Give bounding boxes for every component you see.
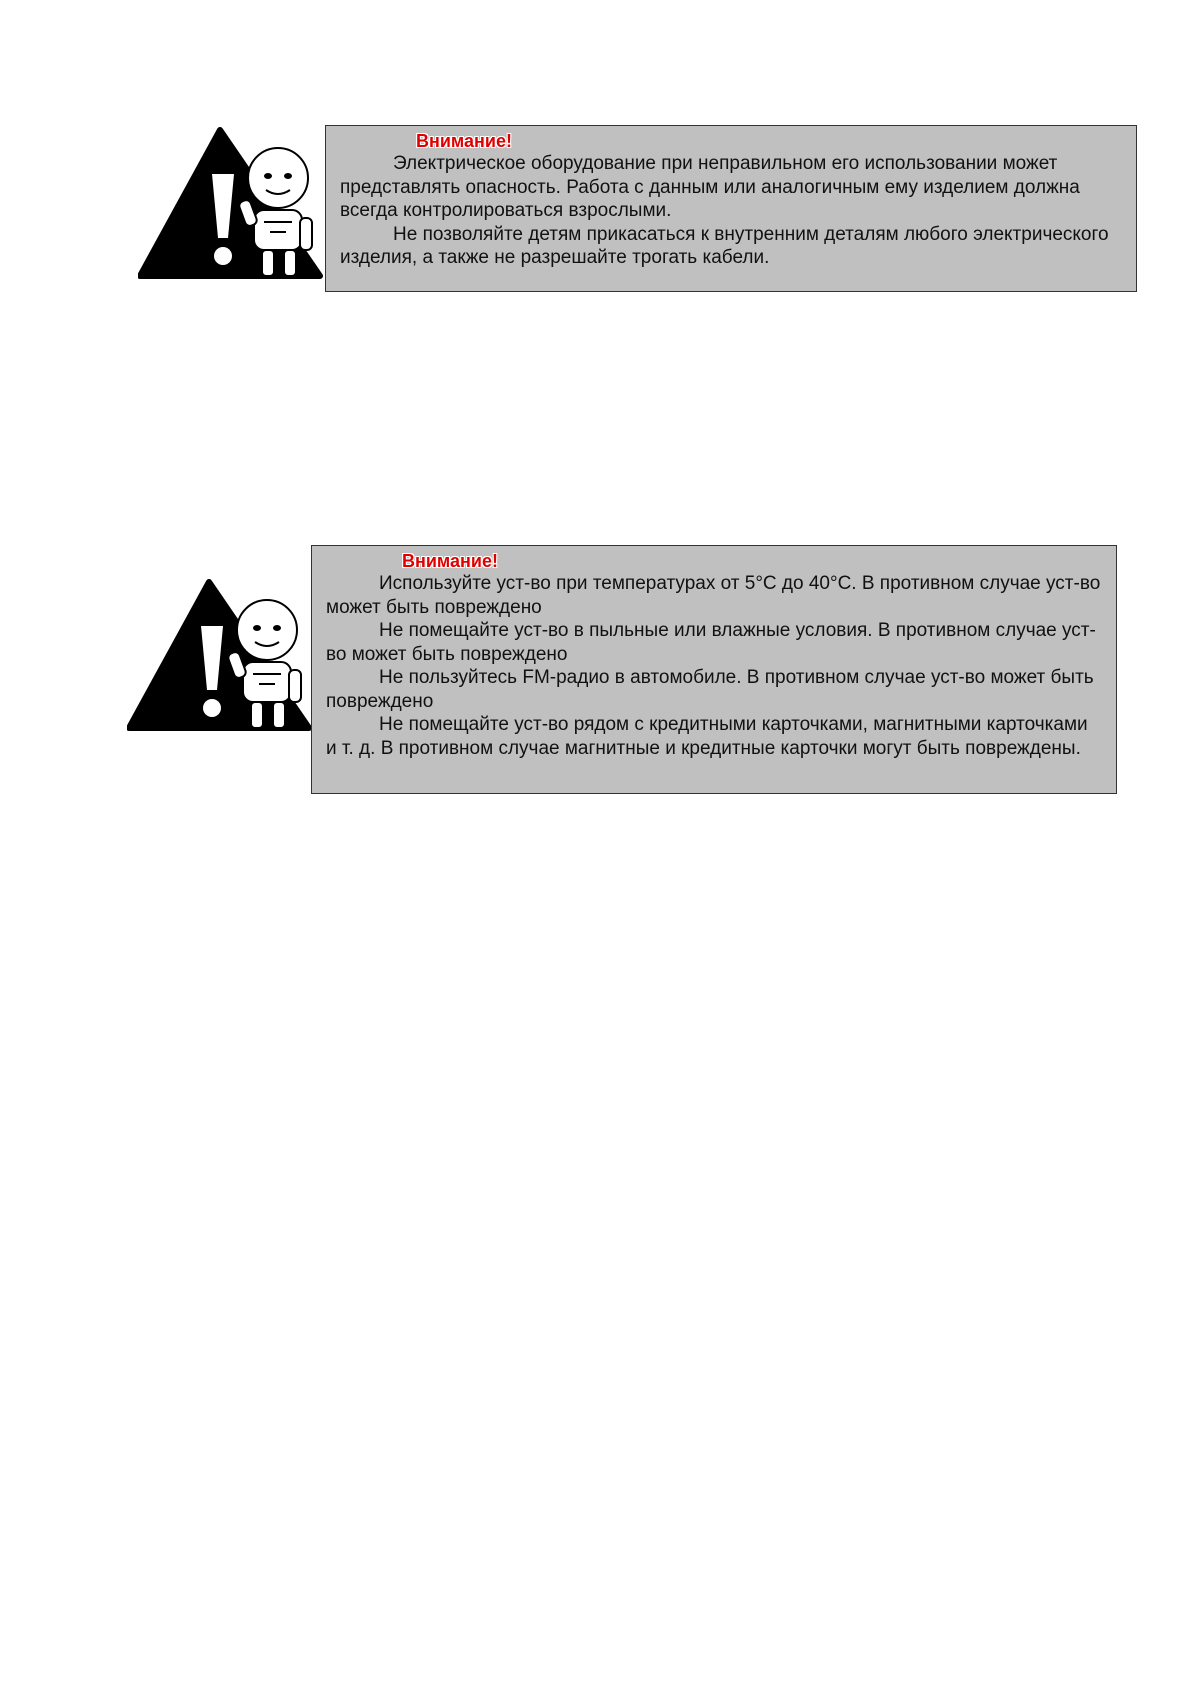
warning-triangle-robot-icon [127, 578, 313, 739]
warning-title: Внимание! [416, 131, 512, 151]
warning-triangle-robot-icon [138, 126, 324, 287]
warning-paragraph: Электрическое оборудование при неправильном его использовании может представлять опасность. Работа с данным или аналогичным ему изделием должна всегда контролироваться взрослыми. [340, 153, 1080, 221]
warning-title: Внимание! [402, 551, 498, 571]
warning-box-usage [311, 545, 1117, 794]
warning-paragraph: Не помещайте уст-во рядом с кредитными карточками, магнитными карточками и т. д. В противном случае магнитные и кредитные карточки могут быть повреждены. [326, 714, 1088, 759]
warning-box-electrical [325, 125, 1137, 292]
warning-paragraph: Не пользуйтесь FM-радио в автомобиле. В противном случае уст-во может быть повреждено [326, 667, 1094, 712]
warning-paragraph: Не позволяйте детям прикасаться к внутренним деталям любого электрического изделия, а также не разрешайте трогать кабели. [340, 223, 1109, 268]
warning-paragraph: Не помещайте уст-во в пыльные или влажные условия. В противном случае уст-во может быть повреждено [326, 620, 1096, 665]
warning-paragraph: Используйте уст-во при температурах от 5°C до 40°C. В противном случае уст-во может быть повреждено [326, 573, 1101, 618]
